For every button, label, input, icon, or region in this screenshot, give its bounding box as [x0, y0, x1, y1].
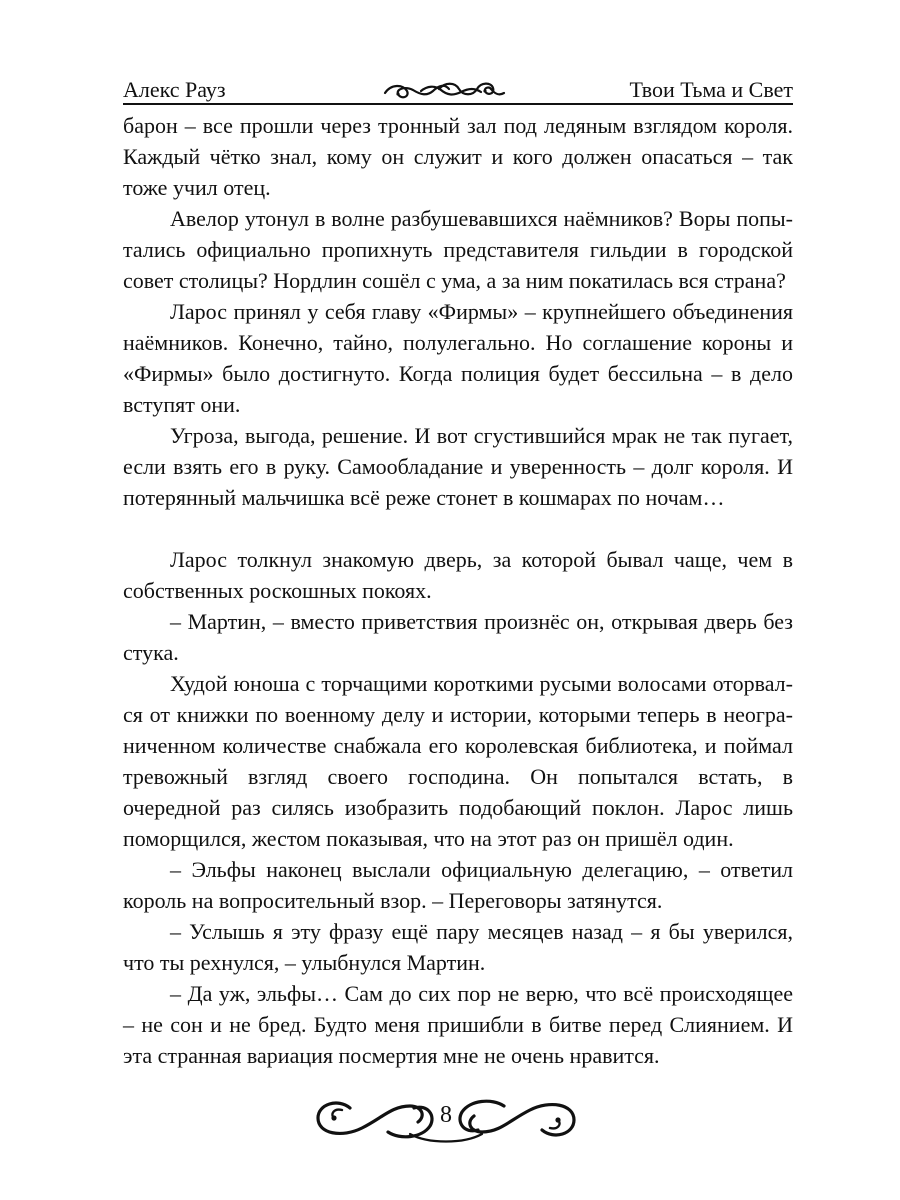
page-number: 8	[440, 1102, 452, 1128]
header-book-title: Твои Тьма и Свет	[629, 77, 793, 102]
paragraph: Угроза, выгода, решение. И вот сгустившийся мрак не так пугает, если взять его в руку. Самообладание и уверенность – долг короля. И потерянный мальчишка всё реже стонет в кошмарах по ночам…	[123, 423, 793, 510]
paragraph: Авелор утонул в волне разбушевавшихся наёмников? Воры попытались официально пропихнуть представителя гильдии в городской совет столицы? Нордлин сошёл с ума, а за ним покатилась вся страна?	[123, 206, 793, 293]
header-rule	[123, 103, 793, 105]
paragraph: – Услышь я эту фразу ещё пару месяцев назад – я бы уверился, что ты рехнулся, – улыбнулся Мартин.	[123, 919, 793, 975]
flourish-ornament-icon	[381, 74, 507, 104]
paragraph: Худой юноша с торчащими короткими русыми волосами оторвался от книжки по военному делу и истории, которыми теперь в неограниченном количестве снабжала его королевская библиотека, и поймал тревожный взгляд своего господина. Он попытался встать, в очередной раз силясь изобразить подобающий поклон. Ларос лишь поморщился, жестом показывая, что на этот раз он пришёл один.	[123, 671, 793, 851]
paragraph: Ларос принял у себя главу «Фирмы» – крупнейшего объединения наёмников. Конечно, тайно, полулегально. Но соглашение короны и «Фирмы» было достигнуто. Когда полиция будет бессильна – в дело вступят они.	[123, 299, 793, 417]
running-header	[123, 74, 793, 108]
paragraph: Ларос толкнул знакомую дверь, за которой бывал чаще, чем в собственных роскошных покоях.	[123, 547, 793, 603]
paragraph: – Мартин, – вместо приветствия произнёс он, открывая дверь без стука.	[123, 609, 793, 665]
paragraph: барон – все прошли через тронный зал под ледяным взглядом короля. Каждый чётко знал, кому он служит и кого должен опасаться – так тоже учил отец.	[123, 113, 793, 200]
paragraph: – Эльфы наконец выслали официальную делегацию, – ответил король на вопросительный взор. – Переговоры затянутся.	[123, 857, 793, 913]
paragraph: – Да уж, эльфы… Сам до сих пор не верю, что всё происходящее – не сон и не бред. Будто меня пришибли в битве перед Слиянием. И эта странная вариация посмертия мне не очень нравится.	[123, 981, 793, 1068]
header-author: Алекс Рауз	[123, 77, 226, 102]
scene-break	[123, 513, 793, 544]
body-text	[123, 110, 793, 1071]
